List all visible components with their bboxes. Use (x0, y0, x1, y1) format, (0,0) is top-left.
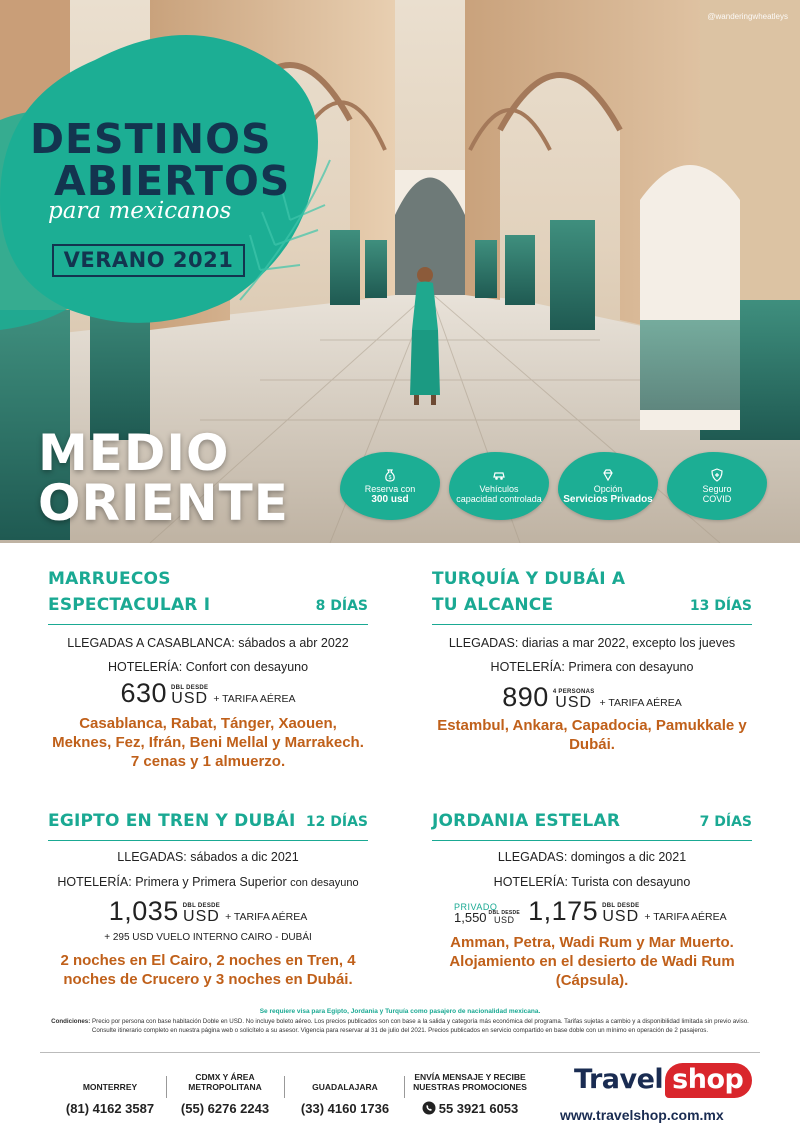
package-title-line-1: EGIPTO EN TREN Y DUBÁI (48, 811, 296, 831)
package-days: 8 DÍAS (315, 598, 368, 614)
price-note: DBL DESDE (171, 685, 209, 691)
office-phone[interactable]: (33) 4160 1736 (300, 1101, 390, 1116)
region-line-2: ORIENTE (38, 474, 289, 532)
office-monterrey (55, 1070, 165, 1116)
svg-text:$: $ (388, 474, 392, 481)
badge-seguro (667, 452, 767, 520)
office-phone[interactable]: 55 3921 6053 (405, 1101, 535, 1116)
whatsapp-icon (422, 1101, 436, 1115)
office-phone[interactable]: (55) 6276 2243 (180, 1101, 270, 1116)
travelshop-logo[interactable] (574, 1063, 754, 1101)
private-currency: USD (494, 915, 515, 925)
region-line-1: MEDIO (38, 424, 230, 482)
private-label: PRIVADO (454, 902, 498, 912)
badge-opcion-line-1: Opción (593, 483, 623, 494)
footer-divider (40, 1052, 760, 1053)
package-jordania (432, 808, 752, 998)
package-hotel: HOTELERÍA: Primera con desayuno (490, 660, 694, 674)
private-amount: 1,550 (454, 910, 487, 925)
visa-notice: Se requiere visa para Egipto, Jordania y Turquía como pasajero de nacionalidad mexicana. (259, 1008, 541, 1015)
package-itinerary: 2 noches en El Cairo, 2 noches en Tren, 4 noches de Crucero y 3 noches en Dubái. (60, 952, 356, 988)
feature-badges (340, 452, 770, 522)
office-phone[interactable]: (81) 4162 3587 (65, 1101, 155, 1116)
package-price (432, 684, 752, 711)
package-hotel: HOTELERÍA: Confort con desayuno (107, 660, 309, 674)
package-hotel: HOTELERÍA: Turista con desayuno (493, 875, 691, 889)
office-cdmx (170, 1070, 280, 1116)
office-name: ENVÍA MENSAJE Y RECIBE NUESTRAS PROMOCIONES (413, 1072, 527, 1092)
price-air-fare: + TARIFA AÉREA (225, 911, 308, 923)
package-divider (432, 840, 752, 841)
hero-banner (0, 0, 800, 543)
package-itinerary: Casablanca, Rabat, Tánger, Xaouen, Meknes, Fez, Ifrán, Beni Mellal y Marrakech. 7 cenas y 1 almuerzo. (52, 715, 364, 770)
price-currency: USD (555, 694, 593, 711)
package-arrivals: LLEGADAS: diarias a mar 2022, excepto los jueves (448, 636, 736, 650)
office-name: MONTERREY (82, 1082, 138, 1092)
badge-vehiculos (449, 452, 549, 520)
package-days: 7 DÍAS (699, 814, 752, 830)
office-whatsapp (405, 1070, 535, 1116)
health-shield-icon (710, 468, 724, 482)
office-separator (166, 1076, 167, 1098)
package-price (454, 898, 752, 925)
price-amount: 1,035 (108, 896, 179, 926)
package-title-line-1: TURQUÍA Y DUBÁI A (432, 569, 626, 589)
car-icon (492, 468, 506, 482)
package-title-line-1: JORDANIA ESTELAR (432, 811, 621, 831)
headline-line-2: ABIERTOS (54, 157, 291, 205)
price-air-fare: + TARIFA AÉREA (213, 693, 296, 705)
private-price (454, 902, 521, 925)
package-divider (432, 624, 752, 625)
package-arrivals: LLEGADAS: domingos a dic 2021 (497, 850, 687, 864)
private-note: DBL DESDE (488, 910, 521, 916)
office-name: GUADALAJARA (312, 1082, 378, 1092)
headline (30, 115, 300, 224)
price-amount: 1,175 (528, 896, 599, 926)
package-price (48, 898, 368, 925)
package-title-line-2: ESPECTACULAR I (48, 595, 211, 615)
badge-vehiculos-line-1: Vehículos (479, 484, 519, 494)
price-note: DBL DESDE (182, 903, 221, 909)
price-currency: USD (183, 908, 220, 925)
package-extra-flight: + 295 USD VUELO INTERNO CAIRO - DUBÁI (104, 932, 312, 943)
money-bag-icon (383, 468, 397, 482)
package-price (48, 680, 368, 707)
price-currency: USD (602, 908, 640, 925)
package-title-line-2: TU ALCANCE (432, 595, 554, 615)
badge-opcion (558, 452, 658, 520)
package-arrivals: LLEGADAS: sábados a dic 2021 (117, 850, 299, 864)
price-note: DBL DESDE (602, 903, 640, 909)
badge-vehiculos-line-2: capacidad controlada (456, 494, 542, 504)
package-itinerary: Amman, Petra, Wadi Rum y Mar Muerto. Alojamiento en el desierto de Wadi Rum (Cápsula). (449, 934, 735, 989)
website-link[interactable]: www.travelshop.com.mx (560, 1107, 724, 1123)
badge-reserva-line-2: 300 usd (371, 493, 409, 505)
region-title (38, 424, 289, 532)
badge-reserva (340, 452, 440, 520)
badge-opcion-line-2: Servicios Privados (563, 493, 653, 505)
package-title-line-1: MARRUECOS (48, 569, 171, 589)
price-air-fare: + TARIFA AÉREA (644, 911, 727, 923)
headline-subtitle: para mexicanos (48, 198, 232, 224)
package-itinerary: Estambul, Ankara, Capadocia, Pamukkale y Dubái. (437, 717, 747, 753)
photo-credit: @wanderingwheatleys (707, 12, 788, 21)
package-days: 12 DÍAS (305, 814, 368, 830)
badge-seguro-line-1: Seguro (702, 484, 732, 494)
package-turquia-dubai (432, 566, 752, 776)
package-egipto-dubai (48, 808, 368, 998)
badge-reserva-line-1: Reserva con (364, 483, 416, 494)
package-divider (48, 840, 368, 841)
price-amount: 890 (502, 682, 549, 712)
office-guadalajara (290, 1070, 400, 1116)
package-marruecos (48, 566, 368, 776)
price-amount: 630 (120, 678, 168, 708)
price-air-fare: + TARIFA AÉREA (599, 697, 682, 709)
badge-seguro-line-2: COVID (702, 494, 732, 504)
price-note: 4 PERSONAS (552, 689, 595, 695)
package-divider (48, 624, 368, 625)
season-label: VERANO 2021 (52, 244, 245, 277)
headline-line-1: DESTINOS (30, 115, 272, 163)
package-arrivals: LLEGADAS A CASABLANCA: sábados a abr 2022 (67, 636, 349, 650)
package-hotel: HOTELERÍA: Primera y Primera Superior con desayuno (57, 875, 359, 889)
diamond-icon (601, 468, 615, 482)
package-days: 13 DÍAS (689, 598, 752, 614)
price-currency: USD (171, 690, 209, 707)
office-name: CDMX Y ÁREA METROPOLITANA (188, 1072, 262, 1092)
logo-text: Travel shop (574, 1063, 752, 1098)
conditions: Condiciones: Precio por persona con base habitación Doble en USD. No incluye boleto aéreo. Los precios publicados son con base a la salida y categoría más económica del programa. Tarifas sujetas a cambio y a disponibilidad limitada sin previo aviso. Consulte itinerario completo en nuestra página web o solicítelo a su asesor. Vigencia para reservar al 31 de julio del 2021. Precios publicados en servicio compartido en base doble con un mínimo en operación de 2 pasajeros. (51, 1018, 749, 1034)
office-separator (284, 1076, 285, 1098)
